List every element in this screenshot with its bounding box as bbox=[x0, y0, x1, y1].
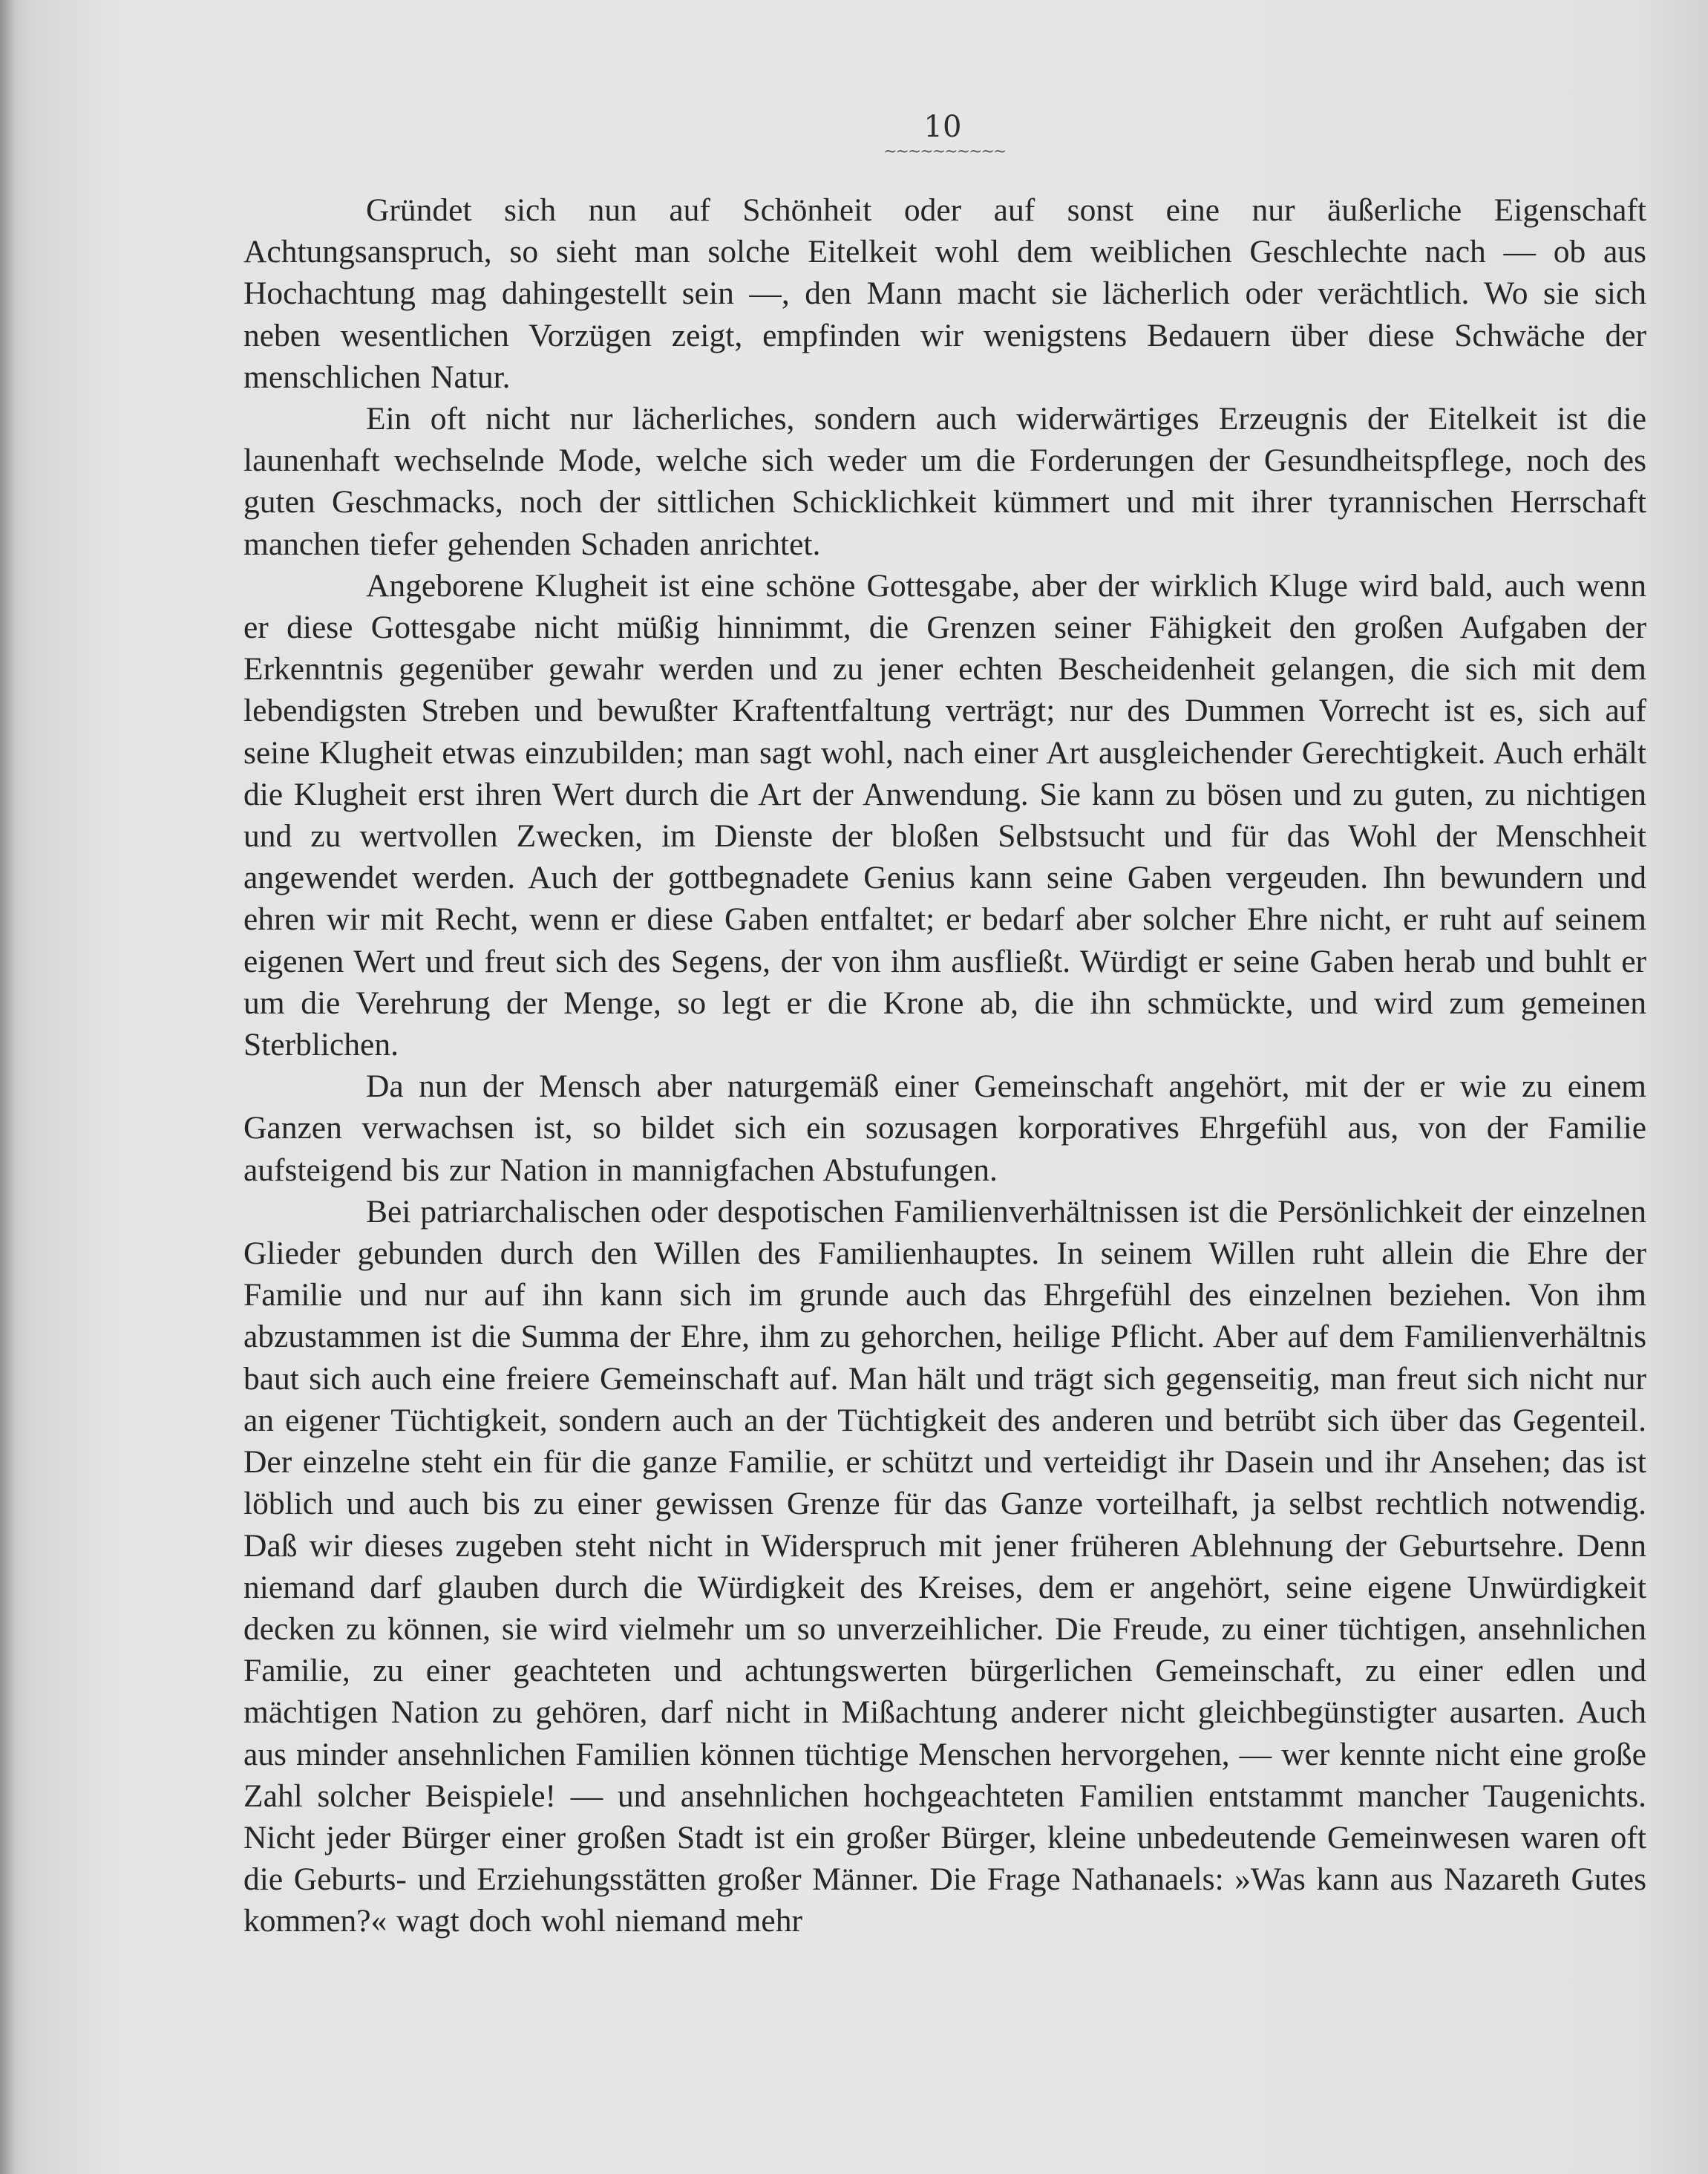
paragraph: Ein oft nicht nur lächerliches, sondern auch widerwärtiges Erzeugnis der Eitelkeit ist die launenhaft wechselnde Mode, welche sich weder um die Forderungen der Gesundheitspflege, noch des guten Geschmacks, noch der sittlichen Schicklichkeit kümmert und mit ihrer tyrannischen Herrschaft manchen tiefer gehenden Schaden anrichtet. bbox=[243, 401, 1646, 562]
page-number-ornament: ~~~~~~~~~~ bbox=[883, 143, 1006, 161]
paragraph: Da nun der Mensch aber naturgemäß einer Gemeinschaft angehört, mit der er wie zu einem Ganzen verwachsen ist, so bildet sich ein sozusagen korporatives Ehrgefühl aus, von der Familie aufsteigend bis zur Nation in mannigfachen Abstufungen. bbox=[243, 1068, 1646, 1188]
page-binding-edge bbox=[0, 0, 15, 2174]
page-number: 10 bbox=[923, 110, 962, 144]
paragraph: Bei patriarchalischen oder despotischen Familienverhältnissen ist die Persönlichkeit der einzelnen Glieder gebunden durch den Willen des Familienhauptes. In seinem Willen ruht allein die Ehre der Familie und nur auf ihn kann sich im grunde auch das Ehrgefühl des einzelnen beziehen. Von ihm abzustammen ist die Summa der Ehre, ihm zu gehorchen, heilige Pflicht. Aber auf dem Familienverhältnis baut sich auch eine freiere Gemeinschaft auf. Man hält und trägt sich gegenseitig, man freut sich nicht nur an eigener Tüchtigkeit, sondern auch an der Tüchtigkeit des anderen und betrübt sich über das Gegenteil. Der einzelne steht ein für die ganze Familie, er schützt und verteidigt ihr Dasein und ihr Ansehen; das ist löblich und auch bis zu einer gewissen Grenze für das Ganze vorteilhaft, ja selbst rechtlich notwendig. Daß wir dieses zugeben steht nicht in Widerspruch mit jener früheren Ablehnung der Geburtsehre. Denn niemand darf glauben durch die Würdigkeit des Kreises, dem er angehört, seine eigene Unwürdigkeit decken zu können, sie wird vielmehr um so unverzeihlicher. Die Freude, zu einer tüchtigen, ansehnlichen Familie, zu einer geachteten und achtungswerten bürgerlichen Gemeinschaft, zu einer edlen und mächtigen Nation zu gehören, darf nicht in Mißachtung anderer nicht gleichbegünstigter ausarten. Auch aus minder ansehnlichen Familien können tüchtige Menschen hervorgehen, — wer kennte nicht eine große Zahl solcher Beispiele! — und ansehnlichen hochgeachteten Familien entstammt mancher Taugenichts. Nicht jeder Bürger einer großen Stadt ist ein großer Bürger, kleine unbedeutende Gemeinwesen waren oft die Geburts- und Erziehungsstätten großer Männer. Die Frage Nathanaels: »Was kann aus Nazareth Gutes kommen?« wagt doch wohl niemand mehr bbox=[243, 1193, 1646, 1939]
paragraph: Angeborene Klugheit ist eine schöne Gottesgabe, aber der wirklich Kluge wird bald, auch wenn er diese Gottesgabe nicht müßig hinnimmt, die Grenzen seiner Fähigkeit den großen Aufgaben der Erkenntnis gegenüber gewahr werden und zu jener echten Bescheidenheit gelangen, die sich mit dem lebendigsten Streben und bewußter Kraftentfaltung verträgt; nur des Dummen Vorrecht ist es, sich auf seine Klugheit etwas einzubilden; man sagt wohl, nach einer Art ausgleichender Gerechtigkeit. Auch erhält die Klugheit erst ihren Wert durch die Art der Anwendung. Sie kann zu bösen und zu guten, zu nichtigen und zu wertvollen Zwecken, im Dienste der bloßen Selbstsucht und für das Wohl der Menschheit angewendet werden. Auch der gottbegnadete Genius kann seine Gaben vergeuden. Ihn bewundern und ehren wir mit Recht, wenn er diese Gaben entfaltet; er bedarf aber solcher Ehre nicht, er ruht auf seinem eigenen Wert und freut sich des Segens, der von ihm ausfließt. Würdigt er seine Gaben herab und buhlt er um die Verehrung der Menge, so legt er die Krone ab, die ihn schmückte, und wird zum gemeinen Sterblichen. bbox=[243, 567, 1646, 1063]
paragraph: Gründet sich nun auf Schönheit oder auf sonst eine nur äußerliche Eigenschaft Achtungsanspruch, so sieht man solche Eitelkeit wohl dem weiblichen Geschlechte nach — ob aus Hochachtung mag dahingestellt sein —, den Mann macht sie lächerlich oder verächtlich. Wo sie sich neben wesentlichen Vorzügen zeigt, empfinden wir wenigstens Bedauern über diese Schwäche der menschlichen Natur. bbox=[243, 192, 1646, 395]
body-text bbox=[243, 189, 1646, 1942]
